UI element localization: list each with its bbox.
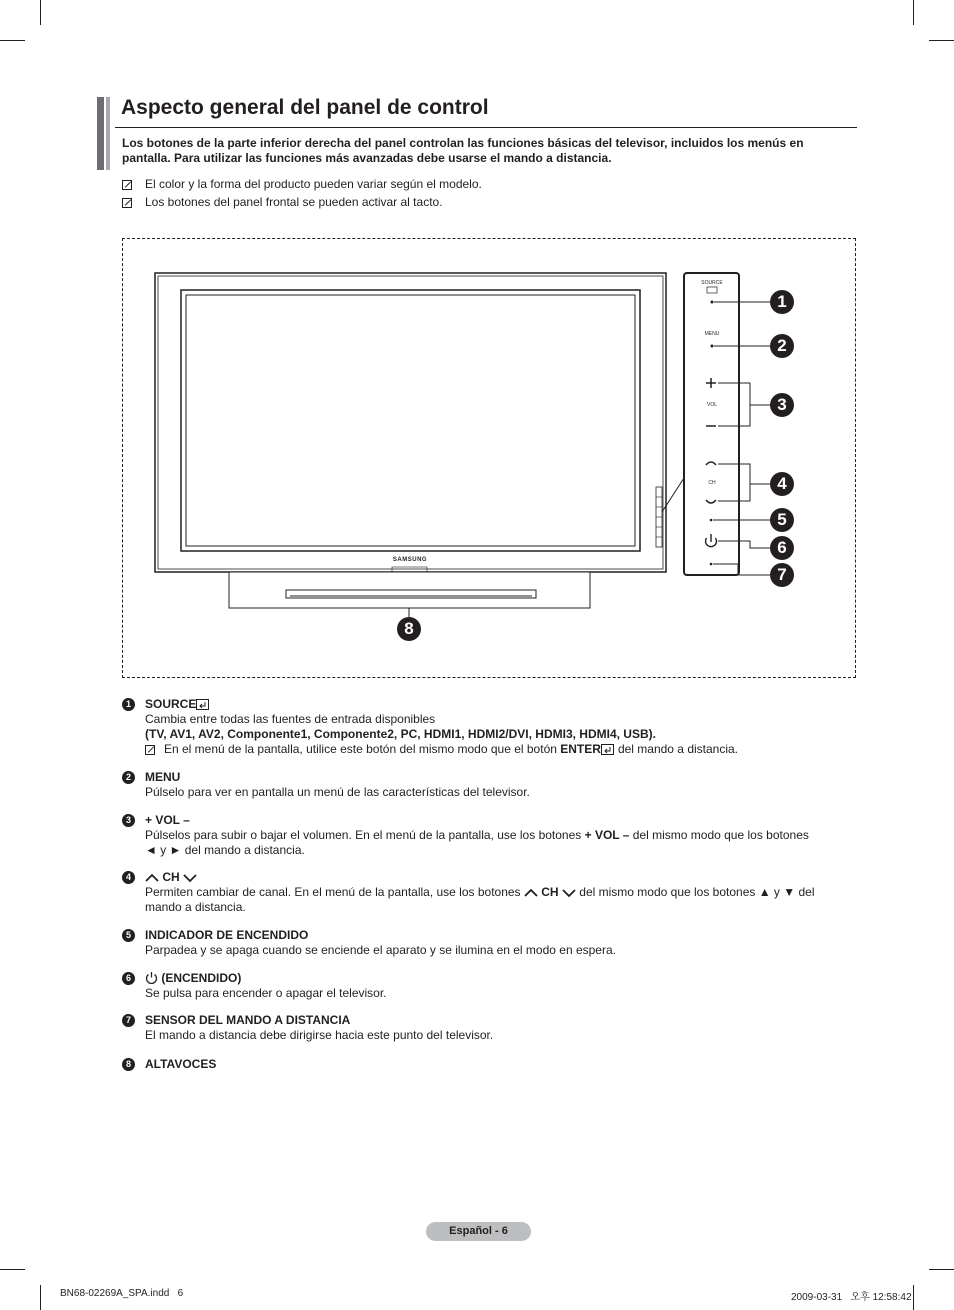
callout-3: 3 — [770, 393, 794, 417]
item-title: INDICADOR DE ENCENDIDO — [145, 928, 309, 942]
callout-1: 1 — [770, 290, 794, 314]
item-desc: Parpadea y se apaga cuando se enciende el aparato y se ilumina en el modo en espera. — [145, 943, 616, 957]
item-power-indicator — [122, 928, 842, 958]
callout-7: 7 — [770, 563, 794, 587]
item-title: MENU — [145, 770, 181, 784]
item-menu — [122, 770, 842, 800]
item-number: 8 — [122, 1058, 135, 1071]
item-speakers — [122, 1057, 842, 1072]
item-desc: El mando a distancia debe dirigirse hacia este punto del televisor. — [145, 1028, 494, 1042]
menu-button — [711, 345, 714, 348]
item-title: CH — [162, 870, 180, 884]
page-number-badge: Español - 6 — [426, 1222, 531, 1241]
item-desc: Permiten cambiar de canal. En el menú de la pantalla, use los botones — [145, 885, 521, 899]
panel-label-ch: CH — [708, 480, 716, 486]
chevron-down-icon — [183, 873, 197, 883]
enter-icon — [601, 744, 614, 755]
item-title: (ENCENDIDO) — [161, 971, 242, 985]
panel-label-source: SOURCE — [701, 280, 723, 286]
item-desc-bold: CH — [541, 885, 559, 899]
file-name: BN68-02269A_SPA.indd 6 — [60, 1288, 184, 1299]
callout-2: 2 — [770, 334, 794, 358]
item-ch — [122, 870, 842, 915]
item-note — [145, 742, 842, 757]
item-desc-line2: mando a distancia. — [145, 900, 246, 914]
crop-mark — [929, 1269, 954, 1270]
source-icon — [196, 699, 209, 710]
item-number: 2 — [122, 771, 135, 784]
item-desc: Se pulsa para encender o apagar el televisor. — [145, 986, 387, 1000]
power-indicator — [710, 519, 713, 522]
item-source — [122, 697, 842, 757]
callout-6: 6 — [770, 536, 794, 560]
power-icon — [145, 971, 158, 984]
chevron-down-icon — [562, 888, 576, 898]
callout-5: 5 — [770, 508, 794, 532]
item-vol — [122, 813, 842, 858]
callout-4: 4 — [770, 472, 794, 496]
crop-mark — [0, 1269, 25, 1270]
item-title: + VOL – — [145, 813, 190, 827]
callout-8: 8 — [397, 617, 421, 641]
item-desc-bold: (TV, AV1, AV2, Componente1, Componente2, PC, HDMI1, HDMI2/DVI, HDMI3, HDMI4, USB). — [145, 727, 656, 741]
note-text: El color y la forma del producto pueden variar según el modelo. — [145, 177, 482, 191]
print-timestamp: 2009-03-31 오후 12:58:42 — [791, 1292, 912, 1303]
crop-mark — [40, 1285, 41, 1310]
item-title: SOURCE — [145, 697, 197, 711]
item-desc: Cambia entre todas las fuentes de entrada disponibles — [145, 712, 436, 726]
item-desc-line2: ◄ y ► del mando a distancia. — [145, 843, 305, 857]
item-remote-sensor — [122, 1013, 842, 1043]
item-number: 7 — [122, 1014, 135, 1027]
panel-label-menu: MENU — [704, 331, 720, 337]
item-note-text: En el menú de la pantalla, utilice este botón del mismo modo que el botón — [164, 742, 557, 756]
source-button — [711, 301, 714, 304]
tv-bezel — [155, 273, 666, 572]
remote-sensor — [710, 563, 713, 566]
panel-label-vol: VOL — [706, 402, 717, 408]
item-desc: Púlselos para subir o bajar el volumen. En el menú de la pantalla, use los botones — [145, 828, 582, 842]
chevron-up-icon — [145, 873, 159, 883]
item-number: 1 — [122, 698, 135, 711]
item-title: ALTAVOCES — [145, 1057, 217, 1071]
item-number: 6 — [122, 972, 135, 985]
item-title: SENSOR DEL MANDO A DISTANCIA — [145, 1013, 351, 1027]
item-number: 5 — [122, 929, 135, 942]
intro-text: Los botones de la parte inferior derecha del panel controlan las funciones básicas del televisor, incluidos los menús en pantalla. Para utilizar las funciones más avanzadas debe usarse el mando a distancia. — [122, 136, 804, 165]
item-power — [122, 971, 842, 1001]
item-desc: del mismo modo que los botones ▲ y ▼ del — [579, 885, 815, 899]
control-panel — [684, 273, 739, 575]
item-number: 3 — [122, 814, 135, 827]
item-desc: Púlselo para ver en pantalla un menú de las características del televisor. — [145, 785, 530, 799]
item-note-text: del mando a distancia. — [617, 742, 739, 756]
chevron-up-icon — [524, 888, 538, 898]
note-icon — [145, 745, 155, 755]
crop-mark — [913, 1285, 914, 1310]
enter-label: ENTER — [560, 742, 601, 756]
item-desc-bold: + VOL – — [584, 828, 630, 842]
item-number: 4 — [122, 871, 135, 884]
item-desc: del mismo modo que los botones — [632, 828, 809, 842]
note-text: Los botones del panel frontal se pueden activar al tacto. — [145, 195, 443, 209]
page-title: Aspecto general del panel de control — [121, 96, 489, 119]
brand-logo: SAMSUNG — [392, 557, 428, 563]
